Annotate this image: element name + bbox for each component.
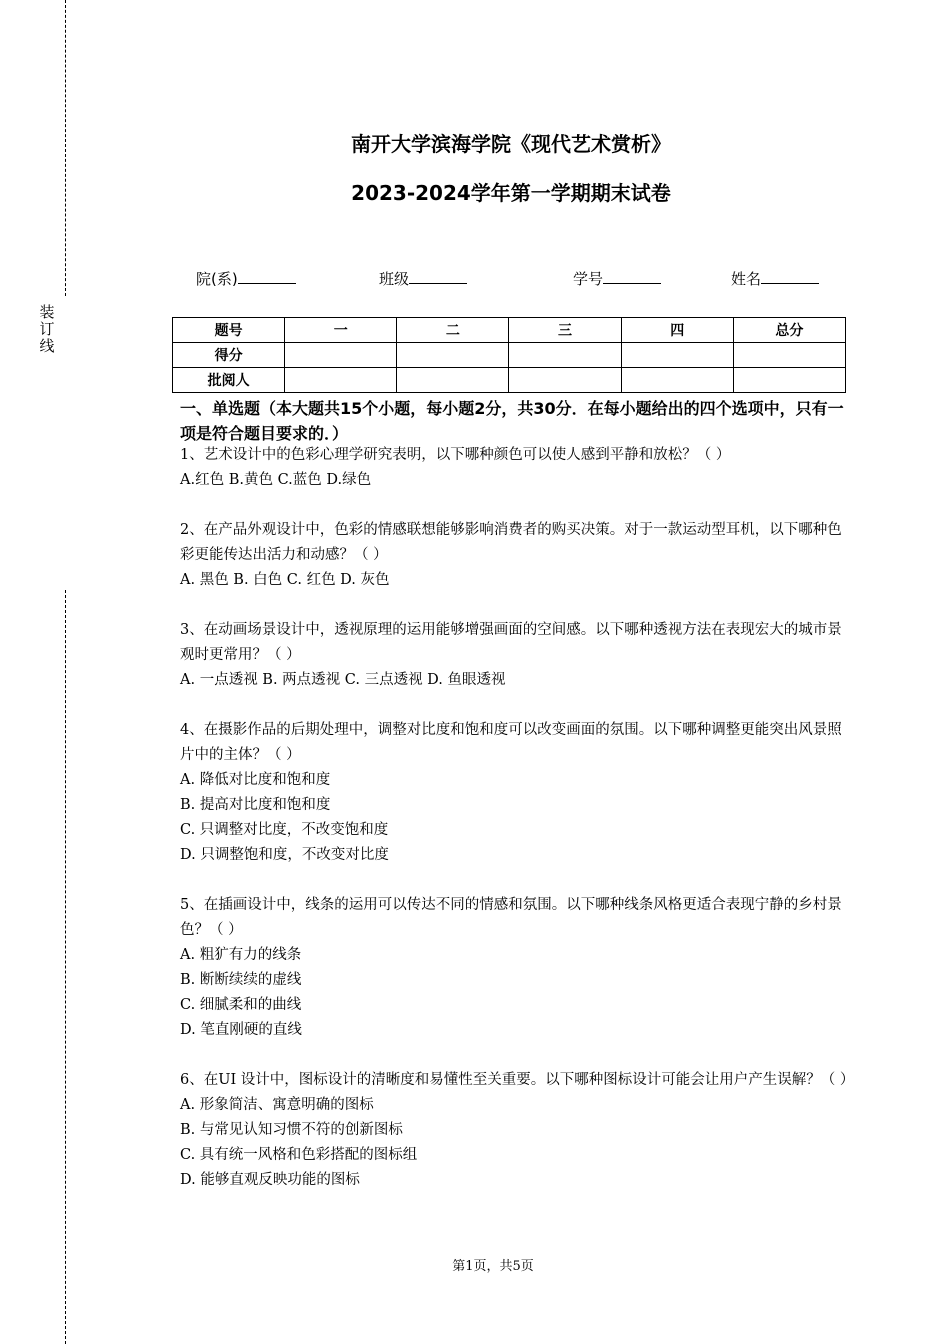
- score-table-header-cell: 三: [509, 318, 621, 343]
- binding-dashed-line-bottom: [65, 590, 66, 1344]
- question-option: A. 降低对比度和饱和度: [180, 772, 331, 788]
- department-blank[interactable]: [238, 269, 296, 284]
- question-option: B. 断断续续的虚线: [180, 972, 302, 988]
- question-options: A. 一点透视 B. 两点透视 C. 三点透视 D. 鱼眼透视: [180, 672, 506, 688]
- grader-cell[interactable]: [285, 368, 397, 393]
- score-table-header-cell: 二: [397, 318, 509, 343]
- question-text: 3、在动画场景设计中，透视原理的运用能够增强画面的空间感。以下哪种透视方法在表现宏大的城市景观时更常用？（ ）: [180, 622, 842, 663]
- class-blank[interactable]: [409, 269, 467, 284]
- class-label: 班级: [379, 270, 410, 288]
- binding-char: 订: [39, 320, 55, 338]
- score-cell[interactable]: [397, 343, 509, 368]
- score-table-row-score: [173, 343, 846, 368]
- score-cell[interactable]: [733, 343, 845, 368]
- score-table-header-cell: 一: [285, 318, 397, 343]
- score-table-header-cell: 总分: [733, 318, 845, 343]
- name-label: 姓名: [731, 270, 762, 288]
- score-cell[interactable]: [285, 343, 397, 368]
- grader-cell[interactable]: [733, 368, 845, 393]
- score-cell[interactable]: [621, 343, 733, 368]
- binding-label: [37, 304, 57, 355]
- question-options: A.红色 B.黄色 C.蓝色 D.绿色: [180, 472, 372, 488]
- question-2: [180, 518, 852, 593]
- grader-cell[interactable]: [621, 368, 733, 393]
- question-option: B. 提高对比度和饱和度: [180, 797, 331, 813]
- student-id-field[interactable]: [573, 269, 661, 289]
- question-3: [180, 618, 852, 693]
- question-list: [180, 443, 855, 1218]
- exam-subtitle: 2023-2024学年第一学期期末试卷: [351, 181, 671, 205]
- question-option: B. 与常见认知习惯不符的创新图标: [180, 1122, 403, 1138]
- question-4: [180, 718, 852, 868]
- question-text: 2、在产品外观设计中，色彩的情感联想能够影响消费者的购买决策。对于一款运动型耳机，以下哪种色彩更能传达出活力和动感？（ ）: [180, 522, 842, 563]
- exam-title: 南开大学滨海学院《现代艺术赏析》: [351, 132, 671, 156]
- question-option: D. 只调整饱和度，不改变对比度: [180, 847, 389, 863]
- score-table-header-row: [173, 318, 846, 343]
- question-options: A. 黑色 B. 白色 C. 红色 D. 灰色: [180, 572, 390, 588]
- score-cell[interactable]: [509, 343, 621, 368]
- grader-cell[interactable]: [397, 368, 509, 393]
- section-heading: 一、单选题（本大题共15个小题，每小题2分，共30分．在每小题给出的四个选项中，只有一项是符合题目要求的．）: [180, 399, 844, 443]
- question-option: A. 形象简洁、寓意明确的图标: [180, 1097, 374, 1113]
- name-blank[interactable]: [761, 269, 819, 284]
- binding-char: 装: [39, 303, 55, 321]
- score-table-header-cell: 题号: [173, 318, 285, 343]
- name-field[interactable]: [731, 269, 819, 289]
- binding-char: 线: [39, 337, 55, 355]
- question-text: 5、在插画设计中，线条的运用可以传达不同的情感和氛围。以下哪种线条风格更适合表现宁静的乡村景色？（ ）: [180, 897, 842, 938]
- question-6: [180, 1068, 855, 1193]
- department-label: 院(系): [196, 270, 238, 288]
- question-option: C. 只调整对比度，不改变饱和度: [180, 822, 389, 838]
- score-table-row-label: 批阅人: [173, 368, 285, 393]
- score-table-header-cell: 四: [621, 318, 733, 343]
- score-table-row-grader: [173, 368, 846, 393]
- grader-cell[interactable]: [509, 368, 621, 393]
- question-option: C. 细腻柔和的曲线: [180, 997, 302, 1013]
- score-table: [172, 317, 846, 393]
- student-id-blank[interactable]: [603, 269, 661, 284]
- question-option: C. 具有统一风格和色彩搭配的图标组: [180, 1147, 418, 1163]
- question-5: [180, 893, 852, 1043]
- question-1: [180, 443, 852, 493]
- question-option: A. 粗犷有力的线条: [180, 947, 302, 963]
- score-table-row-label: 得分: [173, 343, 285, 368]
- student-id-label: 学号: [573, 270, 604, 288]
- question-text: 4、在摄影作品的后期处理中，调整对比度和饱和度可以改变画面的氛围。以下哪种调整更能突出风景照片中的主体？（ ）: [180, 722, 842, 763]
- question-option: D. 能够直观反映功能的图标: [180, 1172, 360, 1188]
- question-option: D. 笔直刚硬的直线: [180, 1022, 302, 1038]
- department-field[interactable]: [196, 269, 296, 289]
- question-text: 6、在UI 设计中，图标设计的清晰度和易懂性至关重要。以下哪种图标设计可能会让用户产生误解？（ ）: [180, 1072, 855, 1088]
- class-field[interactable]: [379, 269, 467, 289]
- page-footer: 第1页，共5页: [452, 1259, 534, 1274]
- question-text: 1、艺术设计中的色彩心理学研究表明，以下哪种颜色可以使人感到平静和放松？（ ）: [180, 447, 731, 463]
